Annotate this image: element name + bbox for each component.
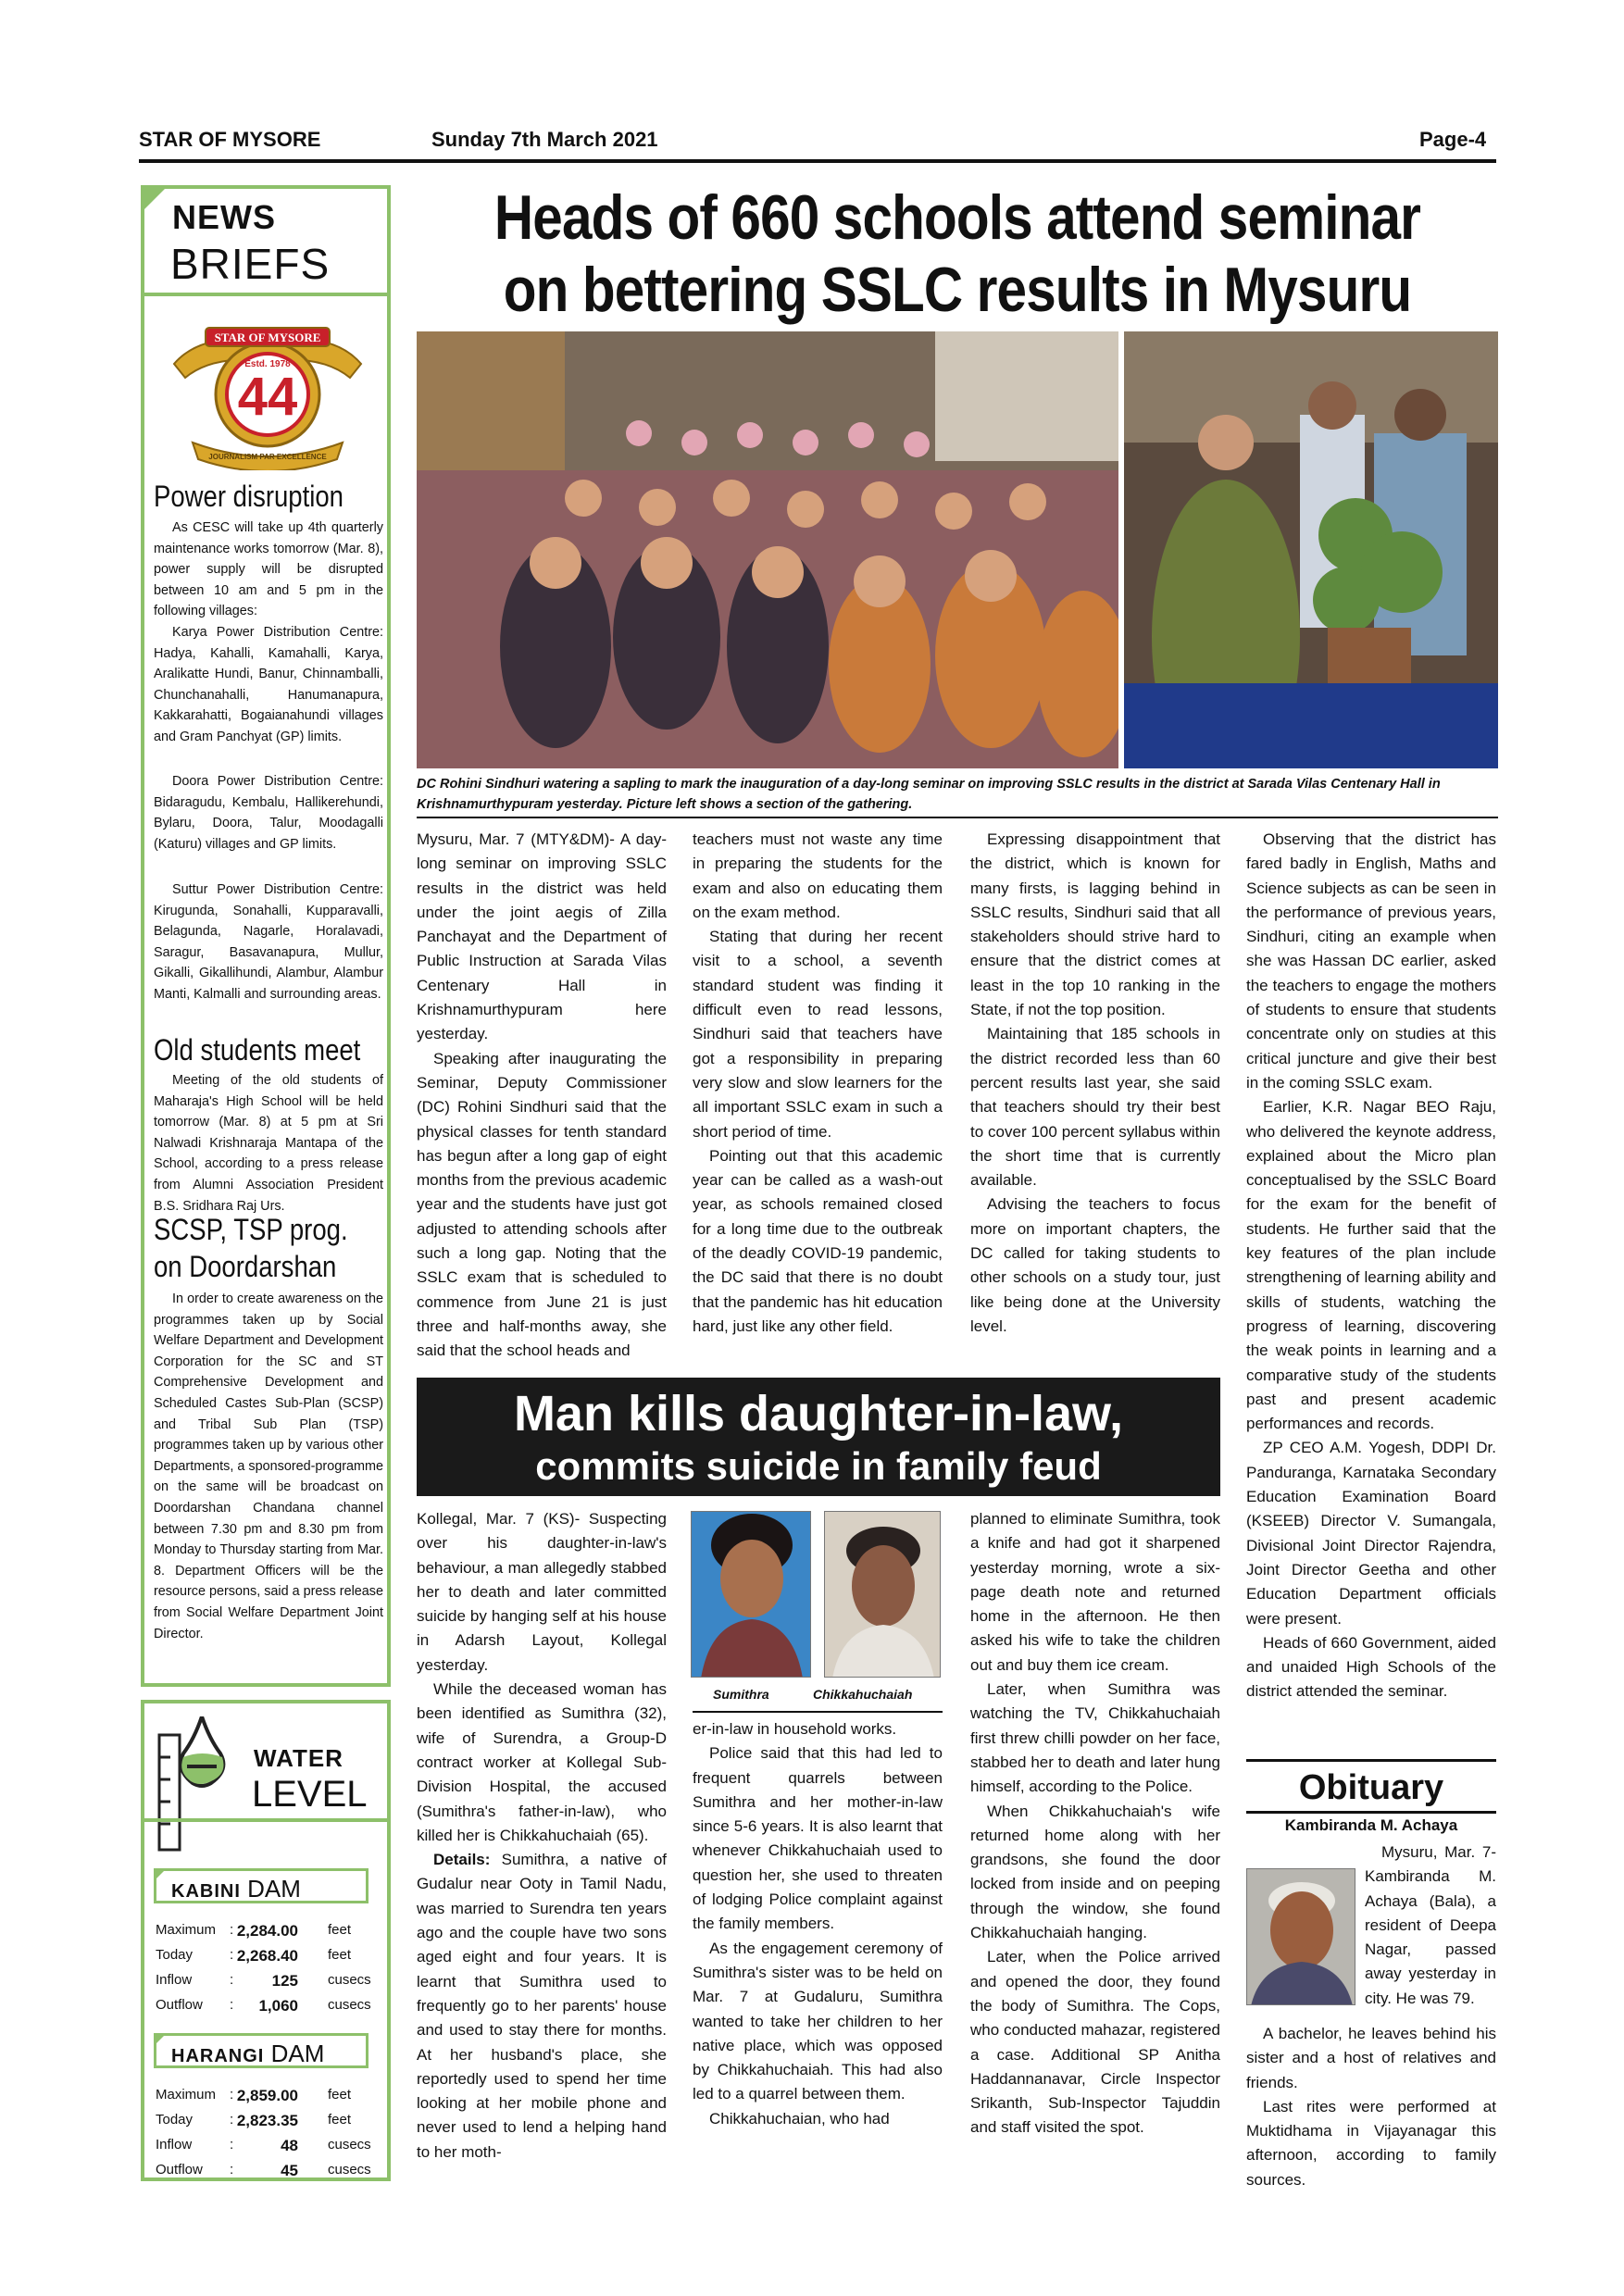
- second-col3-p1: planned to eliminate Sumithra, took a knife and had got it sharpened yesterday morning, wrote a six-page death note and returned home in the afternoon. He then asked his wife to take the children out and buy them ice cream.: [970, 1510, 1220, 1674]
- obituary-lead: Mysuru, Mar. 7- Kambiranda M. Achaya (Bala), a resident of Deepa Nagar, passed away yesterday in city. He was 79.: [1365, 1843, 1496, 2007]
- sumithra-photo-art: [692, 1512, 811, 1678]
- harangi-row-maximum: [156, 2087, 378, 2112]
- second-story-col-2: [693, 1717, 943, 2131]
- main-col4-p4: Heads of 660 Government, aided and unaided High Schools of the district attended the seminar.: [1246, 1633, 1496, 1701]
- second-story-col-3: [970, 1507, 1220, 2140]
- logo-estd: Estd. 1978: [244, 359, 291, 369]
- kabini-row-today: [156, 1947, 378, 1972]
- second-headline-line2: commits suicide in family feud: [535, 1444, 1102, 1488]
- brief-heading-scsp-line2: on Doordarshan: [154, 1250, 337, 1283]
- main-col3-p3: Advising the teachers to focus more on important chapters, the DC called for taking students to other schools on a study tour, just like being done at the University level.: [970, 1195, 1220, 1335]
- main-col4-p2: Earlier, K.R. Nagar BEO Raju, who delivered the keynote address, explained about the Micro plan conceptualised by the SSLC Board for the exam for the benefit of students. He further said that the key features of the plan include strengthening of learning ability and skills of students, watching the progress of learning, discovering the weak points in learning and a comparative study of the students past and present academic performances and records.: [1246, 1098, 1496, 1433]
- main-headline: [415, 181, 1500, 326]
- row-label: Outflow: [156, 1997, 203, 2013]
- main-col4-p1: Observing that the district has fared badly in English, Maths and Science subjects as can be seen in the performance of previous years, Sindhuri, citing an example when she was Hassan DC earlier, asked the teachers to engage the mothers of students to ensure that students concentrate only on studies at this critical juncture and give their best in the coming SSLC exam.: [1246, 830, 1496, 1092]
- harangi-dam-tag: [154, 2033, 369, 2068]
- news-briefs-title-top: NEWS: [172, 198, 276, 236]
- row-label: Inflow: [156, 2137, 193, 2152]
- main-headline-line2: on bettering SSLC results in Mysuru: [503, 255, 1412, 325]
- brief-power-p3: Doora Power Distribution Centre: Bidaragudu, Kembalu, Hallikerehundi, Bylaru, Doora, Talur, Moodagalli (Katuru) villages and GP limits.: [154, 774, 383, 852]
- second-col2-p1: er-in-law in household works.: [693, 1720, 897, 1738]
- second-col2-p3: As the engagement ceremony of Sumithra's sister was to be held on Mar. 7 at Gudaluru, Sumithra wanted to take her children to her native place, which was opposed by Chikkahuchaiah. This had also led to a quarrel between them.: [693, 1939, 943, 2103]
- main-story-col-1: [417, 828, 667, 1364]
- logo-ribbon-text: JOURNALISM PAR EXCELLENCE: [208, 453, 327, 461]
- second-story-banner: [417, 1378, 1220, 1496]
- second-headline-line1: Man kills daughter-in-law,: [513, 1386, 1124, 1441]
- water-level-title-bottom: LEVEL: [252, 1774, 368, 1815]
- second-col3-p3: When Chikkahuchaiah's wife returned home along with her grandsons, she found the door locked from inside and on peeping through the window, she found Chikkahuchaiah hanging.: [970, 1802, 1220, 1942]
- main-col2-p3: Pointing out that this academic year can be called as a wash-out year, as schools remained closed for a long time due to the outbreak of the deadly COVID-19 pandemic, the DC said that there is no doubt that the pandemic has hit education hard, just like any other field.: [693, 1146, 943, 1335]
- main-story-col-2: [693, 828, 943, 1339]
- obituary-name: Kambiranda M. Achaya: [1284, 1816, 1458, 1834]
- obituary-title-rule: [1246, 1811, 1496, 1814]
- masthead-name: STAR OF MYSORE: [139, 128, 321, 151]
- harangi-name: HARANGI: [171, 2046, 265, 2066]
- news-briefs-title-bottom: BRIEFS: [170, 240, 331, 288]
- row-unit: feet: [328, 2112, 352, 2128]
- row-value: 45: [281, 2162, 298, 2179]
- kabini-row-maximum: [156, 1922, 378, 1947]
- row-unit: cusecs: [328, 2162, 371, 2177]
- row-label: Maximum: [156, 2087, 217, 2103]
- gathering-photo-art: [417, 331, 1118, 768]
- row-unit: feet: [328, 2087, 352, 2103]
- row-value: 2,823.35: [236, 2112, 298, 2129]
- main-col3-p2: Maintaining that 185 schools in the district recorded less than 60 percent results last year, she said that teachers should try their best to cover 100 percent syllabus within the short time that is currently available.: [970, 1025, 1220, 1190]
- row-value: 1,060: [258, 1997, 298, 2015]
- row-colon: :: [230, 2137, 234, 2152]
- issue-date: Sunday 7th March 2021: [431, 128, 658, 151]
- dc-photo-art: [1124, 331, 1498, 768]
- logo-number: 44: [237, 367, 298, 427]
- obituary-title: Obituary: [1298, 1768, 1444, 1807]
- water-gauge-icon: [156, 1716, 230, 1855]
- row-colon: :: [230, 1972, 234, 1988]
- row-label: Maximum: [156, 1922, 217, 1938]
- brief-heading-power: Power disruption: [154, 480, 344, 513]
- row-value: 48: [281, 2137, 298, 2154]
- divider: [144, 1818, 387, 1822]
- brief-scsp-p1: In order to create awareness on the programmes taken up by Social Welfare Department and Development Corporation for the SC and ST Comprehensive Development and Scheduled Castes Sub-Plan (SCSP) and Tribal Sub Plan (TSP) programmes taken up by various other Departments, a sponsored-programme on the same will be broadcast on Doordarshan Chandana channel between 7.30 pm and 8.30 pm from Monday to Thursday starting from Mar. 8. Department Officers will be the resource persons, said a press release from Social Welfare Department Joint Director.: [154, 1292, 383, 1641]
- main-col1-p2: Speaking after inaugurating the Seminar, Deputy Commissioner (DC) Rohini Sindhuri said that the physical classes for tenth standard has begun after a long gap of eight months from the previous academic year and the students have just got adjusted to attending schools after such a long gap. Noting that the SSLC exam that is scheduled to commence from June 21 is just three and half-months away, she said that the school heads and: [417, 1049, 667, 1360]
- row-unit: cusecs: [328, 2137, 371, 2152]
- second-col3-p2: Later, when Sumithra was watching the TV, Chikkahuchaiah first threw chilli powder on her face, stabbed her to death and later hung himself, according to the Police.: [970, 1680, 1220, 1796]
- main-headline-line1: Heads of 660 schools attend seminar: [493, 182, 1421, 253]
- gathering-photo: [417, 331, 1118, 768]
- photo-caption-rule: [693, 1711, 943, 1713]
- photo-caption: DC Rohini Sindhuri watering a sapling to mark the inauguration of a day-long seminar on improving SSLC results in the district at Sarada Vilas Centenary Hall in Krishnamurthypuram yesterday. Picture left shows a section of the gathering.: [417, 777, 1441, 812]
- second-col1-p1: Kollegal, Mar. 7 (KS)- Suspecting over his daughter-in-law's behaviour, a man allegedly stabbed her to death and later committed suicide by hanging self at his house in Adarsh Layout, Kollegal yesterday.: [417, 1510, 667, 1674]
- row-unit: cusecs: [328, 1972, 371, 1988]
- portrait-spacer: [1246, 1841, 1365, 2007]
- row-label: Today: [156, 1947, 194, 1963]
- obituary-p1: A bachelor, he leaves behind his sister and a host of relatives and friends.: [1246, 2025, 1496, 2091]
- brief-heading-scsp-line1: SCSP, TSP prog.: [154, 1213, 348, 1246]
- corner-flag: [154, 2033, 167, 2046]
- row-colon: :: [230, 2162, 234, 2177]
- second-story-col-1: [417, 1507, 667, 2165]
- brief-power-p2: Karya Power Distribution Centre: Hadya, Kahalli, Kamahalli, Karya, Aralikatte Hundi, Banur, Chinnamballi, Chunchanahalli, Hanumanapura, Kakkarahatti, Bogaianahundi villages and Gram Panchyat (GP) limits.: [154, 625, 383, 744]
- row-label: Inflow: [156, 1972, 193, 1988]
- details-text: Sumithra, a native of Gudalur near Ooty in Tamil Nadu, was married to Surendra ten years ago and the couple have two sons aged eight and four years. It is learnt that Sumithra used to frequently go to her parents' house and used to stay there for months. At her husband's place, she reportedly used to spend her time looking at her mobile phone and never used to lend a helping hand to her moth-: [417, 1851, 667, 2161]
- row-value: 2,859.00: [236, 2087, 298, 2104]
- star-of-mysore-44-logo: [165, 313, 370, 470]
- row-colon: :: [230, 1922, 234, 1938]
- main-col4-p3: ZP CEO A.M. Yogesh, DDPI Dr. Panduranga, Karnataka Secondary Education Examination Board (KSEEB) Director V. Sumangala, Divisional Joint Director Rajendra, Joint Director Geetha and other Education Department officials were present.: [1246, 1439, 1496, 1628]
- row-colon: :: [230, 2112, 234, 2128]
- harangi-row-outflow: [156, 2162, 378, 2187]
- corner-flag: [141, 185, 169, 213]
- main-col2-p1: teachers must not waste any time in preparing the students for the exam and also on educating them on the exam method.: [693, 830, 943, 921]
- row-unit: feet: [328, 1947, 352, 1963]
- water-level-box: [141, 1700, 391, 2181]
- second-col1-p2: While the deceased woman has been identified as Sumithra (32), wife of Surendra, a Group-D contract worker at Kollegal Sub-Division Hospital, the accused (Sumithra's father-in-law), who killed her is Chikkahuchaiah (65).: [417, 1680, 667, 1844]
- row-unit: feet: [328, 1922, 352, 1938]
- brief-power-p1: As CESC will take up 4th quarterly maintenance works tomorrow (Mar. 8), power supply will be disrupted between 10 am and 5 pm in the following villages:: [154, 520, 383, 619]
- row-colon: :: [230, 1997, 234, 2013]
- obituary-p2: Last rites were performed at Muktidhama in Vijayanagar this afternoon, according to family sources.: [1246, 2097, 1496, 2189]
- header-rule: [139, 159, 1496, 163]
- kabini-dam-tag: [154, 1868, 369, 1903]
- row-unit: cusecs: [328, 1997, 371, 2013]
- divider: [144, 293, 387, 296]
- corner-flag: [154, 1868, 167, 1881]
- kabini-name: KABINI: [171, 1881, 241, 1902]
- main-col1-p1: Mysuru, Mar. 7 (MTY&DM)- A day-long seminar on improving SSLC results in the district was held under the joint aegis of Zilla Panchayat and the Department of Public Instruction at Sarada Vilas Centenary Hall in Krishnamurthypuram here yesterday.: [417, 830, 667, 1043]
- main-story-col-4: [1246, 828, 1496, 1704]
- second-col2-p2: Police said that this had led to frequent quarrels between Sumithra and her mother-in-law since 5-6 years. It is also learnt that whenever Chikkahuchaiah used to question her, she used to threaten of lodging Police complaint against the family members.: [693, 1744, 943, 1933]
- kabini-dam-word: DAM: [247, 1875, 301, 1903]
- chikkahuchaiah-photo-art: [825, 1512, 941, 1678]
- second-col3-p4: Later, when the Police arrived and opened the door, they found the body of Sumithra. The Cops, who conducted mahazar, registered a case. Additional SP Anitha Haddannanavar, Circle Inspector Srikanth, Sub-Inspector Tajuddin and staff visited the spot.: [970, 1948, 1220, 2137]
- news-briefs-box: [141, 185, 391, 1687]
- water-level-title-top: WATER: [254, 1744, 344, 1772]
- page-number: Page-4: [1419, 128, 1487, 151]
- row-value: 2,268.40: [236, 1947, 298, 1965]
- brief-power-p4: Suttur Power Distribution Centre: Kirugunda, Sonahalli, Kupparavalli, Belagunda, Nagarle, Horalavadi, Saragur, Basavanapura, Mullur, Gikalli, Gikallihundi, Alambur, Alambur Manti, Kalmalli and surrounding areas.: [154, 882, 383, 1002]
- kabini-row-outflow: [156, 1997, 378, 2022]
- obituary-body: [1246, 2022, 1496, 2192]
- row-colon: :: [230, 1947, 234, 1963]
- harangi-row-inflow: [156, 2137, 378, 2162]
- details-label: Details:: [433, 1851, 491, 1869]
- main-col2-p2: Stating that during her recent visit to a school, a seventh standard student was finding it difficult even to read lessons, Sindhuri said that teachers have got a responsibility in preparing very slow and slow learners for the all important SSLC exam in such a short period of time.: [693, 928, 943, 1141]
- chikkahuchaiah-photo: [824, 1511, 941, 1678]
- caption-sumithra: Sumithra: [713, 1687, 769, 1702]
- obituary-top-rule: [1246, 1759, 1496, 1762]
- brief-heading-old-students: Old students meet: [154, 1033, 361, 1067]
- main-col3-p1: Expressing disappointment that the district, which is known for many firsts, is lagging behind in SSLC results, Sindhuri said that all stakeholders should strive hard to ensure that the district comes at least in the top 10 ranking in the State, if not the top position.: [970, 830, 1220, 1019]
- row-value: 2,284.00: [236, 1922, 298, 1940]
- row-value: 125: [271, 1972, 298, 1990]
- kabini-row-inflow: [156, 1972, 378, 1997]
- row-label: Today: [156, 2112, 194, 2128]
- brief-old-students-p1: Meeting of the old students of Maharaja's High School will be held tomorrow (Mar. 8) at 5 pm at Sri Nalwadi Krishnaraja Mantapa of the School, according to a press release from Alumni Association President B.S. Sridhara Raj Urs.: [154, 1073, 383, 1214]
- second-col2-p4: Chikkahuchaian, who had: [709, 2109, 890, 2128]
- caption-rule: [417, 817, 1498, 818]
- sumithra-photo: [691, 1511, 811, 1678]
- dc-watering-sapling-photo: [1124, 331, 1498, 768]
- row-label: Outflow: [156, 2162, 203, 2177]
- harangi-row-today: [156, 2112, 378, 2137]
- row-colon: :: [230, 2087, 234, 2103]
- harangi-dam-word: DAM: [270, 2040, 325, 2067]
- logo-top-text: STAR OF MYSORE: [214, 331, 321, 344]
- obituary-lead-box: [1246, 1841, 1496, 2011]
- main-story-col-3: [970, 828, 1220, 1339]
- caption-chikkahuchaiah: Chikkahuchaiah: [813, 1687, 913, 1702]
